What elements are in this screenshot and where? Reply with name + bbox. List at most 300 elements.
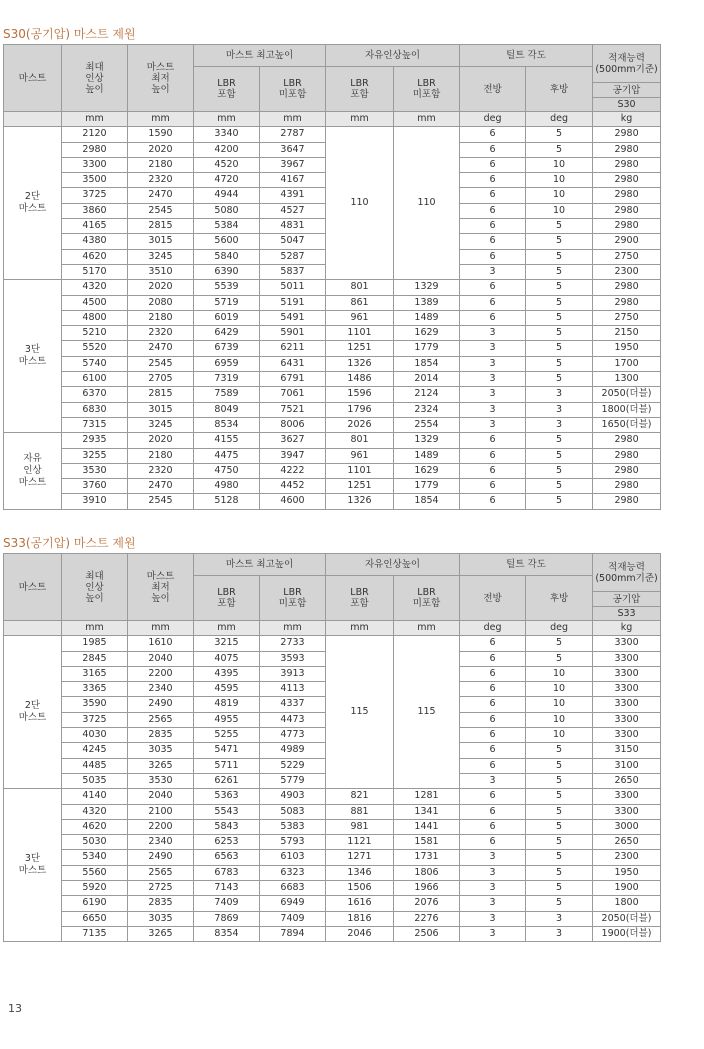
data-cell: 4989: [260, 743, 326, 758]
data-cell: 2845: [62, 651, 128, 666]
header-tilt-backward: 후방: [526, 67, 593, 112]
data-cell: 5: [526, 850, 593, 865]
table-row: [4, 804, 661, 819]
data-cell: 5843: [194, 819, 260, 834]
data-cell: 10: [526, 203, 593, 218]
data-cell: 6429: [194, 326, 260, 341]
unit-cell: kg: [593, 112, 661, 127]
data-cell: 4395: [194, 666, 260, 681]
data-cell: 2787: [260, 127, 326, 142]
data-cell: 5210: [62, 326, 128, 341]
mast-type-label: 3단 마스트: [4, 280, 62, 433]
data-cell: 6650: [62, 911, 128, 926]
free-lift-value-merged: 115: [394, 636, 460, 789]
data-cell: 801: [326, 280, 394, 295]
header-lbr-excluded: LBR 미포함: [260, 576, 326, 621]
data-cell: 6: [460, 743, 526, 758]
data-cell: 3: [526, 387, 593, 402]
data-cell: 3300: [593, 728, 661, 743]
data-cell: 2835: [128, 728, 194, 743]
data-cell: 2650: [593, 835, 661, 850]
data-cell: 6: [460, 295, 526, 310]
unit-cell: mm: [326, 621, 394, 636]
data-cell: 1779: [394, 341, 460, 356]
data-cell: 1341: [394, 804, 460, 819]
data-cell: 2545: [128, 356, 194, 371]
data-cell: 1900(더블): [593, 926, 661, 941]
data-cell: 3: [460, 372, 526, 387]
data-cell: 2320: [128, 463, 194, 478]
data-cell: 2020: [128, 280, 194, 295]
data-cell: 2026: [326, 417, 394, 432]
table-row: [4, 479, 661, 494]
data-cell: 6: [460, 835, 526, 850]
data-cell: 5340: [62, 850, 128, 865]
header-pneumatic: 공기압: [593, 592, 661, 607]
data-cell: 3725: [62, 188, 128, 203]
data-cell: 5: [526, 326, 593, 341]
data-cell: 2124: [394, 387, 460, 402]
data-cell: 1950: [593, 865, 661, 880]
data-cell: 6739: [194, 341, 260, 356]
unit-cell: [4, 621, 62, 636]
data-cell: 5: [526, 280, 593, 295]
data-cell: 5740: [62, 356, 128, 371]
unit-cell: deg: [526, 112, 593, 127]
unit-cell: mm: [62, 112, 128, 127]
data-cell: 3510: [128, 264, 194, 279]
page-number: 13: [8, 1002, 22, 1015]
data-cell: 2980: [593, 219, 661, 234]
data-cell: 5539: [194, 280, 260, 295]
unit-row: [4, 112, 661, 127]
data-cell: 5901: [260, 326, 326, 341]
unit-cell: deg: [526, 621, 593, 636]
data-cell: 6: [460, 234, 526, 249]
data-cell: 1900: [593, 881, 661, 896]
data-cell: 10: [526, 728, 593, 743]
data-cell: 3: [460, 850, 526, 865]
data-cell: 1281: [394, 789, 460, 804]
data-cell: 3300: [593, 789, 661, 804]
data-cell: 2750: [593, 310, 661, 325]
data-cell: 5080: [194, 203, 260, 218]
data-cell: 2545: [128, 203, 194, 218]
mast-type-label: 2단 마스트: [4, 127, 62, 280]
data-cell: 5: [526, 341, 593, 356]
data-cell: 6: [460, 142, 526, 157]
data-cell: 2050(더블): [593, 387, 661, 402]
data-cell: 1731: [394, 850, 460, 865]
data-cell: 3: [526, 417, 593, 432]
data-cell: 4140: [62, 789, 128, 804]
data-cell: 2046: [326, 926, 394, 941]
data-cell: 5: [526, 479, 593, 494]
data-cell: 6: [460, 712, 526, 727]
data-cell: 5: [526, 448, 593, 463]
data-cell: 2050(더블): [593, 911, 661, 926]
data-cell: 1596: [326, 387, 394, 402]
data-cell: 6: [460, 697, 526, 712]
data-cell: 1101: [326, 463, 394, 478]
data-cell: 3530: [128, 773, 194, 788]
table-row: [4, 402, 661, 417]
data-cell: 8354: [194, 926, 260, 941]
data-cell: 1251: [326, 341, 394, 356]
data-cell: 2020: [128, 142, 194, 157]
data-cell: 5: [526, 433, 593, 448]
table-row: [4, 896, 661, 911]
table-row: [4, 295, 661, 310]
data-cell: 2040: [128, 789, 194, 804]
data-cell: 3000: [593, 819, 661, 834]
data-cell: 6: [460, 636, 526, 651]
data-cell: 5: [526, 651, 593, 666]
data-cell: 3627: [260, 433, 326, 448]
data-cell: 4030: [62, 728, 128, 743]
table-row: [4, 463, 661, 478]
unit-cell: mm: [326, 112, 394, 127]
header-tilt-angle: 틸트 각도: [460, 554, 593, 576]
data-cell: 3015: [128, 402, 194, 417]
header-min-height: 마스트 최저 높이: [128, 45, 194, 112]
data-cell: 2980: [593, 157, 661, 172]
data-cell: 6: [460, 728, 526, 743]
header-tilt-angle: 틸트 각도: [460, 45, 593, 67]
data-cell: 5: [526, 494, 593, 509]
data-cell: 961: [326, 448, 394, 463]
data-cell: 2040: [128, 651, 194, 666]
data-cell: 2725: [128, 881, 194, 896]
data-cell: 6190: [62, 896, 128, 911]
data-cell: 5: [526, 463, 593, 478]
data-cell: 2980: [593, 463, 661, 478]
data-cell: 3265: [128, 758, 194, 773]
data-cell: 2080: [128, 295, 194, 310]
data-cell: 1251: [326, 479, 394, 494]
unit-cell: mm: [194, 112, 260, 127]
header-min-height: 마스트 최저 높이: [128, 554, 194, 621]
data-cell: 2815: [128, 219, 194, 234]
data-cell: 4380: [62, 234, 128, 249]
data-cell: 5011: [260, 280, 326, 295]
data-cell: 6100: [62, 372, 128, 387]
data-cell: 5: [526, 804, 593, 819]
data-cell: 8534: [194, 417, 260, 432]
data-cell: 6370: [62, 387, 128, 402]
data-cell: 1326: [326, 494, 394, 509]
data-cell: 5170: [62, 264, 128, 279]
data-cell: 5840: [194, 249, 260, 264]
data-cell: 6103: [260, 850, 326, 865]
data-cell: 2980: [593, 280, 661, 295]
data-cell: 3300: [593, 666, 661, 681]
data-cell: 861: [326, 295, 394, 310]
free-lift-value-merged: 110: [326, 127, 394, 280]
table-row: [4, 433, 661, 448]
data-cell: 4337: [260, 697, 326, 712]
data-cell: 821: [326, 789, 394, 804]
data-cell: 6431: [260, 356, 326, 371]
data-cell: 1854: [394, 356, 460, 371]
data-cell: 4955: [194, 712, 260, 727]
data-cell: 2750: [593, 249, 661, 264]
data-cell: 3300: [593, 712, 661, 727]
table-row: [4, 881, 661, 896]
data-cell: 5: [526, 758, 593, 773]
data-cell: 6: [460, 651, 526, 666]
data-cell: 6783: [194, 865, 260, 880]
data-cell: 3: [460, 387, 526, 402]
data-cell: 2300: [593, 264, 661, 279]
data-cell: 6: [460, 219, 526, 234]
table-row: [4, 636, 661, 651]
data-cell: 3: [460, 881, 526, 896]
data-cell: 6683: [260, 881, 326, 896]
data-cell: 2835: [128, 896, 194, 911]
data-cell: 2980: [593, 173, 661, 188]
data-cell: 4500: [62, 295, 128, 310]
data-cell: 4750: [194, 463, 260, 478]
data-cell: 6390: [194, 264, 260, 279]
data-cell: 1389: [394, 295, 460, 310]
data-cell: 5: [526, 310, 593, 325]
table-row: [4, 448, 661, 463]
table-row: [4, 341, 661, 356]
data-cell: 5255: [194, 728, 260, 743]
data-cell: 6323: [260, 865, 326, 880]
header-mast-max-height: 마스트 최고높이: [194, 554, 326, 576]
table-row: [4, 789, 661, 804]
data-cell: 5: [526, 372, 593, 387]
header-mast: 마스트: [4, 554, 62, 621]
unit-cell: mm: [394, 621, 460, 636]
data-cell: 6: [460, 280, 526, 295]
data-cell: 3215: [194, 636, 260, 651]
mast-spec-table-s33: [3, 553, 661, 942]
data-cell: 3165: [62, 666, 128, 681]
data-cell: 7589: [194, 387, 260, 402]
data-cell: 2733: [260, 636, 326, 651]
data-cell: 10: [526, 173, 593, 188]
data-cell: 6: [460, 310, 526, 325]
unit-cell: kg: [593, 621, 661, 636]
unit-cell: mm: [260, 112, 326, 127]
data-cell: 4222: [260, 463, 326, 478]
data-cell: 1610: [128, 636, 194, 651]
data-cell: 4452: [260, 479, 326, 494]
data-cell: 2980: [593, 494, 661, 509]
data-cell: 5: [526, 865, 593, 880]
data-cell: 6: [460, 758, 526, 773]
data-cell: 4473: [260, 712, 326, 727]
mast-type-label: 2단 마스트: [4, 636, 62, 789]
table-row: [4, 850, 661, 865]
data-cell: 6: [460, 127, 526, 142]
table-row: [4, 494, 661, 509]
data-cell: 4520: [194, 157, 260, 172]
table-title-s33: S33(공기압) 마스트 제원: [3, 536, 136, 550]
data-cell: 3100: [593, 758, 661, 773]
data-cell: 6: [460, 819, 526, 834]
data-cell: 6: [460, 494, 526, 509]
data-cell: 2900: [593, 234, 661, 249]
data-cell: 3300: [593, 697, 661, 712]
unit-cell: mm: [194, 621, 260, 636]
data-cell: 3035: [128, 911, 194, 926]
header-lbr-included: LBR 포함: [326, 576, 394, 621]
data-cell: 1806: [394, 865, 460, 880]
data-cell: 1506: [326, 881, 394, 896]
data-cell: 5: [526, 789, 593, 804]
data-cell: 5191: [260, 295, 326, 310]
data-cell: 10: [526, 712, 593, 727]
unit-row: [4, 621, 661, 636]
data-cell: 3365: [62, 682, 128, 697]
data-cell: 6791: [260, 372, 326, 387]
data-cell: 3300: [593, 682, 661, 697]
data-cell: 5: [526, 835, 593, 850]
data-cell: 1300: [593, 372, 661, 387]
data-cell: 4980: [194, 479, 260, 494]
data-cell: 1985: [62, 636, 128, 651]
data-cell: 5719: [194, 295, 260, 310]
data-cell: 2650: [593, 773, 661, 788]
data-cell: 8006: [260, 417, 326, 432]
data-cell: 4903: [260, 789, 326, 804]
data-cell: 5837: [260, 264, 326, 279]
data-cell: 5: [526, 743, 593, 758]
data-cell: 4155: [194, 433, 260, 448]
data-cell: 3245: [128, 249, 194, 264]
data-cell: 7135: [62, 926, 128, 941]
header-lbr-excluded: LBR 미포함: [394, 576, 460, 621]
data-cell: 3860: [62, 203, 128, 218]
data-cell: 5711: [194, 758, 260, 773]
mast-spec-table-s30: [3, 44, 661, 510]
data-cell: 1581: [394, 835, 460, 850]
table-row: [4, 280, 661, 295]
data-cell: 2300: [593, 850, 661, 865]
data-cell: 1346: [326, 865, 394, 880]
data-cell: 5047: [260, 234, 326, 249]
table-title-s30: S30(공기압) 마스트 제원: [3, 27, 136, 41]
data-cell: 2980: [593, 203, 661, 218]
data-cell: 3340: [194, 127, 260, 142]
data-cell: 4320: [62, 280, 128, 295]
data-cell: 2470: [128, 479, 194, 494]
data-cell: 7869: [194, 911, 260, 926]
data-cell: 3: [460, 896, 526, 911]
data-cell: 3015: [128, 234, 194, 249]
data-cell: 1441: [394, 819, 460, 834]
table-row: [4, 127, 661, 142]
mast-type-label: 자유 인상 마스트: [4, 433, 62, 509]
unit-cell: mm: [62, 621, 128, 636]
data-cell: 6: [460, 448, 526, 463]
data-cell: 1489: [394, 448, 460, 463]
data-cell: 2565: [128, 865, 194, 880]
data-cell: 4485: [62, 758, 128, 773]
data-cell: 7409: [260, 911, 326, 926]
data-cell: 2180: [128, 157, 194, 172]
header-row: [4, 45, 661, 67]
data-cell: 3300: [62, 157, 128, 172]
unit-cell: mm: [128, 621, 194, 636]
data-cell: 4245: [62, 743, 128, 758]
unit-cell: deg: [460, 621, 526, 636]
data-cell: 5384: [194, 219, 260, 234]
data-cell: 1271: [326, 850, 394, 865]
data-cell: 2276: [394, 911, 460, 926]
data-cell: 1950: [593, 341, 661, 356]
data-cell: 3: [460, 926, 526, 941]
data-cell: 7894: [260, 926, 326, 941]
data-cell: 3: [460, 356, 526, 371]
table-row: [4, 835, 661, 850]
table-row: [4, 372, 661, 387]
data-cell: 4831: [260, 219, 326, 234]
data-cell: 6: [460, 249, 526, 264]
data-cell: 2180: [128, 448, 194, 463]
data-cell: 7315: [62, 417, 128, 432]
data-cell: 3: [460, 417, 526, 432]
table-row: [4, 417, 661, 432]
data-cell: 1854: [394, 494, 460, 509]
header-capacity: 적재능력 (500mm기준): [593, 554, 661, 592]
data-cell: 6949: [260, 896, 326, 911]
data-cell: 2554: [394, 417, 460, 432]
data-cell: 5471: [194, 743, 260, 758]
header-max-lift: 최대 인상 높이: [62, 554, 128, 621]
data-cell: 3760: [62, 479, 128, 494]
data-cell: 2980: [593, 127, 661, 142]
data-cell: 3947: [260, 448, 326, 463]
data-cell: 5793: [260, 835, 326, 850]
data-cell: 10: [526, 697, 593, 712]
data-cell: 2980: [593, 448, 661, 463]
data-cell: 4200: [194, 142, 260, 157]
data-cell: 4620: [62, 819, 128, 834]
data-cell: 3: [460, 773, 526, 788]
data-cell: 5: [526, 356, 593, 371]
data-cell: 5287: [260, 249, 326, 264]
data-cell: 6830: [62, 402, 128, 417]
data-cell: 2320: [128, 173, 194, 188]
data-cell: 3725: [62, 712, 128, 727]
data-cell: 7061: [260, 387, 326, 402]
header-max-lift: 최대 인상 높이: [62, 45, 128, 112]
data-cell: 2980: [593, 433, 661, 448]
data-cell: 5543: [194, 804, 260, 819]
data-cell: 5: [526, 127, 593, 142]
data-cell: 5128: [194, 494, 260, 509]
data-cell: 3245: [128, 417, 194, 432]
data-cell: 2490: [128, 697, 194, 712]
data-cell: 5779: [260, 773, 326, 788]
data-cell: 4800: [62, 310, 128, 325]
data-cell: 6: [460, 157, 526, 172]
data-cell: 3647: [260, 142, 326, 157]
data-cell: 5: [526, 773, 593, 788]
data-cell: 1329: [394, 433, 460, 448]
data-cell: 801: [326, 433, 394, 448]
data-cell: 1650(더블): [593, 417, 661, 432]
data-cell: 2506: [394, 926, 460, 941]
data-cell: 2200: [128, 819, 194, 834]
data-cell: 2180: [128, 310, 194, 325]
data-cell: 3300: [593, 636, 661, 651]
